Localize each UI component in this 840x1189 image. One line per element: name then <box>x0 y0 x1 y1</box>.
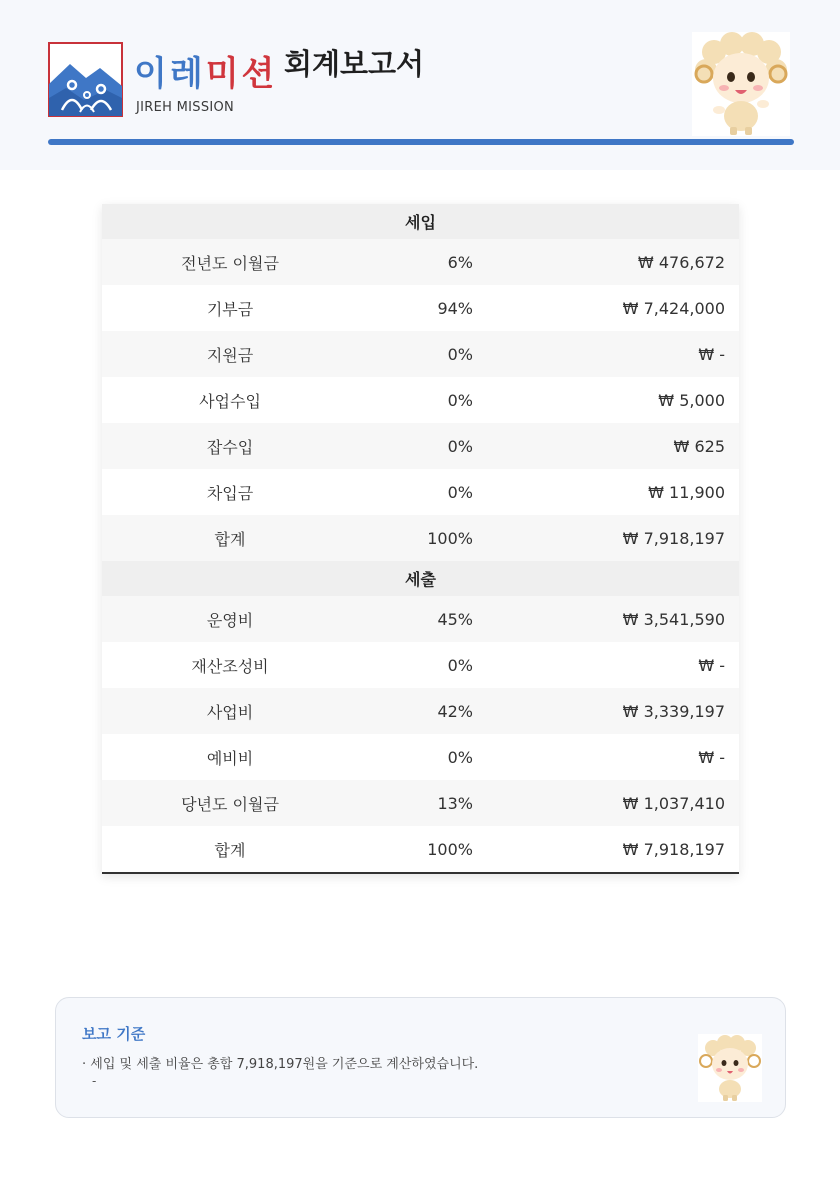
row-label: 재산조성비 <box>191 656 269 676</box>
row-amount: ₩ - <box>698 344 725 364</box>
row-percent: 42% <box>437 701 473 721</box>
row-label: 당년도 이월금 <box>181 794 279 814</box>
page-title: 회계보고서 <box>284 47 425 81</box>
table-row <box>102 734 739 780</box>
table-row <box>102 423 739 469</box>
row-amount: ₩ 3,541,590 <box>622 609 725 629</box>
row-percent: 0% <box>447 436 473 456</box>
expense-total-row <box>102 826 739 872</box>
row-percent: 0% <box>447 390 473 410</box>
row-amount: ₩ 7,424,000 <box>622 298 725 318</box>
row-percent: 0% <box>447 344 473 364</box>
row-amount: ₩ 11,900 <box>648 482 725 502</box>
row-label: 기부금 <box>206 299 254 319</box>
accounting-table <box>102 204 739 874</box>
table-row <box>102 596 739 642</box>
expense-section-heading: 세출 <box>102 561 739 596</box>
row-percent: 100% <box>427 528 473 548</box>
report-header <box>0 0 840 170</box>
row-amount: ₩ 5,000 <box>658 390 725 410</box>
row-label: 잡수입 <box>206 437 254 457</box>
row-percent: 94% <box>437 298 473 318</box>
row-label: 지원금 <box>206 345 254 365</box>
income-total-row <box>102 515 739 561</box>
row-label: 예비비 <box>206 748 254 768</box>
row-percent: 13% <box>437 793 473 813</box>
row-amount: ₩ 1,037,410 <box>622 793 725 813</box>
row-percent: 6% <box>447 252 473 272</box>
table-row <box>102 688 739 734</box>
table-row <box>102 285 739 331</box>
jireh-mission-logo <box>48 42 278 117</box>
row-label: 사업비 <box>206 702 254 722</box>
row-amount: ₩ 7,918,197 <box>622 528 725 548</box>
notes-line: - <box>92 1074 97 1088</box>
row-label: 합계 <box>214 840 246 860</box>
income-section-heading: 세입 <box>102 204 739 239</box>
jireh-mission-logo-icon <box>48 42 123 117</box>
notes-title: 보고 기준 <box>82 1025 146 1043</box>
row-percent: 45% <box>437 609 473 629</box>
row-label: 사업수입 <box>199 391 261 411</box>
table-row <box>102 331 739 377</box>
header-divider <box>48 139 794 145</box>
logo-korean-name: 이레미션 <box>134 54 278 94</box>
row-amount: ₩ 3,339,197 <box>622 701 725 721</box>
table-row <box>102 469 739 515</box>
table-row <box>102 642 739 688</box>
row-percent: 100% <box>427 839 473 859</box>
logo-english-name: JIREH MISSION <box>136 100 235 115</box>
table-row <box>102 780 739 826</box>
row-amount: ₩ 476,672 <box>637 252 725 272</box>
row-amount: ₩ 7,918,197 <box>622 839 725 859</box>
notes-line: · 세입 및 세출 비율은 총합 7,918,197원을 기준으로 계산하였습니다. <box>82 1057 479 1072</box>
row-percent: 0% <box>447 655 473 675</box>
sheep-mascot-icon <box>698 1034 762 1102</box>
sheep-mascot-icon <box>692 32 790 136</box>
row-label: 합계 <box>214 529 246 549</box>
row-percent: 0% <box>447 482 473 502</box>
row-amount: ₩ - <box>698 655 725 675</box>
table-row <box>102 239 739 285</box>
row-label: 차입금 <box>206 483 254 503</box>
row-amount: ₩ 625 <box>673 436 725 456</box>
row-percent: 0% <box>447 747 473 767</box>
report-notes-box <box>55 997 786 1118</box>
row-label: 운영비 <box>206 610 254 630</box>
row-amount: ₩ - <box>698 747 725 767</box>
row-label: 전년도 이월금 <box>181 253 279 273</box>
table-row <box>102 377 739 423</box>
